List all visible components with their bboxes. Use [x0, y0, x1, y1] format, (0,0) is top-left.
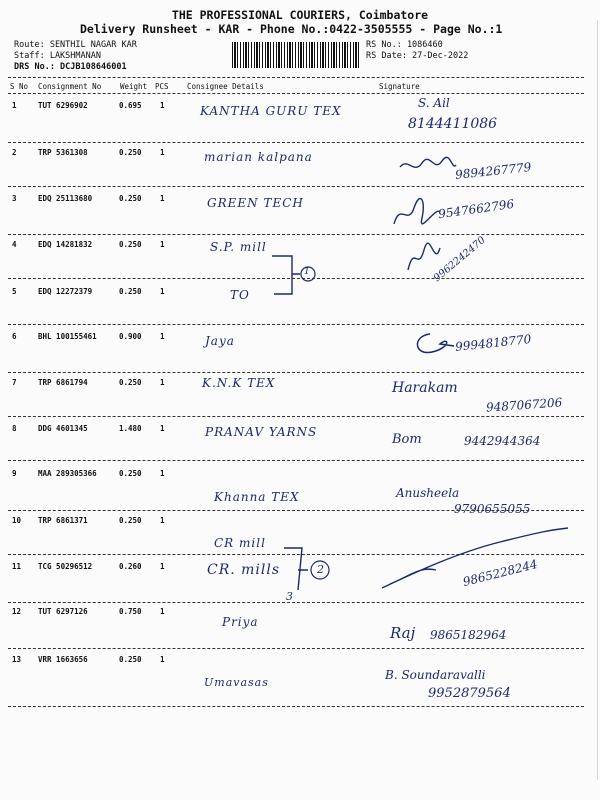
row-consignment: VRR 1663656: [38, 655, 88, 664]
row-sno: 12: [12, 607, 22, 616]
row-sno: 2: [12, 148, 17, 157]
staff-label: Staff: LAKSHMANAN: [14, 51, 101, 61]
col-consignee-details: Consignee Details: [187, 82, 264, 91]
bracket-annotation: [270, 252, 320, 298]
row-weight: 0.250: [119, 240, 142, 249]
row-consignee: S.P. mill: [210, 240, 267, 254]
row-consignment: TUT 6296902: [38, 101, 88, 110]
row-sno: 3: [12, 194, 17, 203]
row-consignment: EDQ 12272379: [38, 287, 93, 296]
row-phone: 8144411086: [408, 116, 498, 132]
row-divider: [8, 706, 584, 707]
rs-date: RS Date: 27-Dec-2022: [366, 51, 469, 61]
row-consignment: DDG 4601345: [38, 424, 88, 433]
row-consignment: EDQ 25113680: [38, 194, 93, 203]
row-sno: 5: [12, 287, 17, 296]
row-phone: 9487067206: [485, 395, 563, 415]
row-phone: 9894267779: [454, 160, 532, 182]
row-weight: 0.250: [119, 655, 142, 664]
row-pcs: 1: [160, 240, 165, 249]
row-divider: [8, 372, 584, 373]
row-pcs: 1: [160, 332, 165, 341]
row-consignee: TO: [230, 288, 250, 302]
row-weight: 1.480: [119, 424, 142, 433]
row-phone: 9442944364: [464, 434, 541, 448]
row-consignee: marian kalpana: [204, 150, 313, 164]
row-pcs: 1: [160, 655, 165, 664]
row-pcs: 1: [160, 424, 165, 433]
row-consignment: MAA 289305366: [38, 469, 97, 478]
row-sno: 6: [12, 332, 17, 341]
row-divider: [8, 460, 584, 461]
row-pcs: 1: [160, 469, 165, 478]
row-consignee: CR mill: [214, 536, 266, 550]
col-signature: Signature: [379, 82, 420, 91]
row-sno: 8: [12, 424, 17, 433]
bracket-annotation: [282, 540, 342, 596]
circled-number: 1: [304, 267, 310, 277]
row-pcs: 1: [160, 148, 165, 157]
row-consignment: BHL 100155461: [38, 332, 97, 341]
row-weight: 0.250: [119, 287, 142, 296]
row-sno: 4: [12, 240, 17, 249]
row-signature: B. Soundaravalli: [385, 668, 486, 682]
row-phone: 9865182964: [430, 628, 507, 642]
row-sno: 11: [12, 562, 22, 571]
row-weight: 0.250: [119, 378, 142, 387]
row-weight: 0.750: [119, 607, 142, 616]
row-divider: [8, 142, 584, 143]
col-sno: S No: [10, 82, 29, 91]
row-weight: 0.250: [119, 516, 142, 525]
row-divider: [8, 510, 584, 511]
scan-edge-line: [597, 20, 598, 780]
row-divider: [8, 234, 584, 235]
signature-scribble: [392, 198, 442, 228]
runsheet-title: Delivery Runsheet - KAR - Phone No.:0422-3505555 - Page No.:1: [80, 22, 503, 36]
row-consignment: TRP 6861371: [38, 516, 88, 525]
row-sno: 1: [12, 101, 17, 110]
signature-scribble: [410, 330, 456, 358]
route-label: Route: SENTHIL NAGAR KAR: [14, 40, 137, 50]
row-phone: 9994818770: [454, 332, 532, 354]
row-phone: 9865228244: [461, 556, 539, 590]
row-pcs: 1: [160, 287, 165, 296]
row-pcs: 1: [160, 607, 165, 616]
row-divider: [8, 416, 584, 417]
row-weight: 0.250: [119, 194, 142, 203]
company-title: THE PROFESSIONAL COURIERS, Coimbatore: [171, 8, 429, 22]
row-phone: 9790655055: [454, 502, 531, 516]
row-weight: 0.250: [119, 469, 142, 478]
row-sno: 10: [12, 516, 22, 525]
row-consignee: Jaya: [205, 334, 235, 348]
row-weight: 0.695: [119, 101, 142, 110]
rs-number: RS No.: 1086460: [366, 40, 443, 50]
row-signature: S. Ail: [418, 96, 450, 110]
signature-scribble: [398, 155, 458, 177]
row-pcs: 1: [160, 194, 165, 203]
row-signature: Bom: [392, 432, 422, 447]
barcode: [232, 42, 360, 68]
row-consignment: TRP 6861794: [38, 378, 88, 387]
row-weight: 0.250: [119, 148, 142, 157]
row-consignee: CR. mills: [207, 562, 281, 578]
row-pcs: 1: [160, 562, 165, 571]
margin-note: 3: [286, 590, 293, 603]
drs-number: DRS No.: DCJB108646001: [14, 62, 127, 72]
row-signature: Harakam: [392, 380, 458, 396]
col-weight: Weight: [120, 82, 148, 91]
row-consignment: TRP 5361308: [38, 148, 88, 157]
row-divider: [8, 324, 584, 325]
row-signature: Anusheela: [396, 486, 460, 500]
row-consignee: Priya: [222, 615, 259, 629]
row-phone: 9952879564: [428, 686, 511, 701]
row-consignee: PRANAV YARNS: [205, 425, 318, 439]
row-pcs: 1: [160, 101, 165, 110]
row-phone: 9547662796: [437, 196, 515, 222]
row-pcs: 1: [160, 516, 165, 525]
row-pcs: 1: [160, 378, 165, 387]
row-consignee: Umavasas: [204, 676, 269, 689]
row-divider: [8, 648, 584, 649]
header-rule-top: [8, 77, 584, 78]
row-consignment: TCG 50296512: [38, 562, 93, 571]
row-sno: 9: [12, 469, 17, 478]
row-weight: 0.900: [119, 332, 142, 341]
row-consignee: GREEN TECH: [207, 196, 304, 210]
row-consignment: EDQ 14281832: [38, 240, 93, 249]
row-signature: Raj: [390, 624, 416, 642]
row-sno: 13: [12, 655, 22, 664]
row-consignment: TUT 6297126: [38, 607, 88, 616]
col-pcs: PCS: [155, 82, 169, 91]
row-sno: 7: [12, 378, 17, 387]
row-consignee: K.N.K TEX: [202, 376, 276, 390]
row-consignee: Khanna TEX: [214, 490, 300, 504]
row-divider: [8, 602, 584, 603]
row-consignee: KANTHA GURU TEX: [200, 104, 342, 118]
col-consignment: Consignment No: [38, 82, 102, 91]
header-rule-bottom: [8, 93, 584, 94]
circled-number: 2: [317, 563, 324, 576]
row-weight: 0.260: [119, 562, 142, 571]
row-phone: 9962242470: [431, 234, 488, 285]
row-divider: [8, 186, 584, 187]
